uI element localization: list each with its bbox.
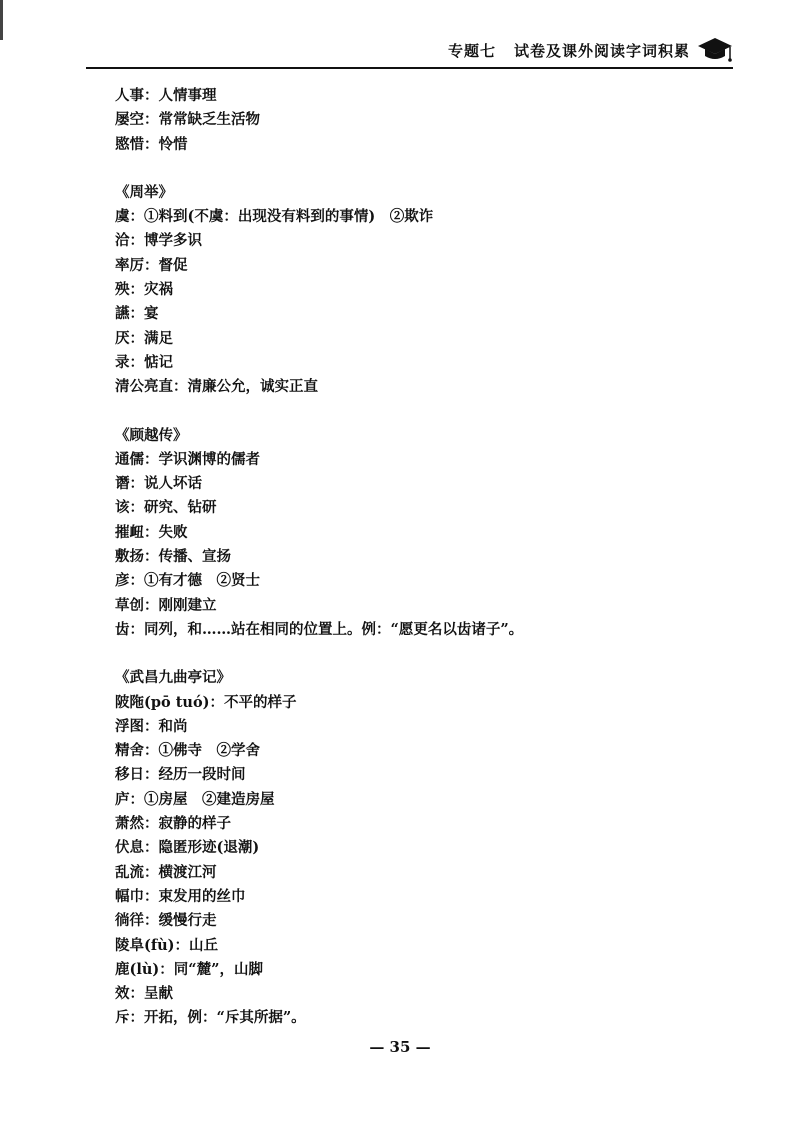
list-item: 陂陁(pō tuó)：不平的样子 xyxy=(115,693,297,711)
list-item: 人事：人情事理 xyxy=(115,87,217,104)
list-item: 彦：①有才德 ②贤士 xyxy=(115,572,260,590)
scan-edge-mark xyxy=(0,0,3,40)
page-number: — 35 — xyxy=(369,1038,431,1056)
list-item: 殃：灾祸 xyxy=(115,281,173,299)
list-item: 斥：开拓，例：“斥其所据”。 xyxy=(115,1009,306,1027)
header-rule xyxy=(86,67,733,69)
list-item: 清公亮直：清廉公允，诚实正直 xyxy=(115,378,318,396)
list-item: 草创：刚刚建立 xyxy=(115,596,217,614)
header-topic: 专题七 xyxy=(447,41,496,60)
list-item: 徜徉：缓慢行走 xyxy=(115,912,217,930)
running-header xyxy=(448,38,730,62)
list-item: 效：呈献 xyxy=(115,985,173,1003)
list-item: 鹿(lù)：同“麓”，山脚 xyxy=(115,960,263,978)
list-item: 愍惜：怜惜 xyxy=(115,135,188,153)
list-item: 庐：①房屋 ②建造房屋 xyxy=(115,790,275,808)
list-item: 陵阜(fù)：山丘 xyxy=(115,936,219,954)
list-item: 乱流：横渡江河 xyxy=(115,863,217,881)
list-item: 该：研究、钻研 xyxy=(115,499,217,517)
list-item: 谮：说人坏话 xyxy=(115,475,202,493)
list-item: 萧然：寂静的样子 xyxy=(115,815,231,833)
list-item: 厌：满足 xyxy=(115,329,173,347)
list-item: 齿：同列，和……站在相同的位置上。例：“愿更名以齿诸子”。 xyxy=(115,620,524,638)
vocabulary-content xyxy=(115,84,715,1031)
list-item: 摧衄：失败 xyxy=(115,523,188,541)
list-item: 移日：经历一段时间 xyxy=(115,766,246,784)
list-item: 通儒：学识渊博的儒者 xyxy=(115,450,260,468)
list-item: 率厉：督促 xyxy=(115,256,188,274)
header-title: 试卷及课外阅读字词积累 xyxy=(513,41,690,60)
list-item: 伏息：隐匿形迹(退潮) xyxy=(115,839,260,857)
list-item: 幅巾：束发用的丝巾 xyxy=(115,887,246,905)
list-item: 洽：博学多识 xyxy=(115,232,202,250)
list-item: 虞：①料到(不虞：出现没有料到的事情) ②欺诈 xyxy=(115,208,434,226)
list-item: 录：惦记 xyxy=(115,353,173,371)
list-item: 浮图：和尚 xyxy=(115,717,188,735)
list-item: 屡空：常常缺乏生活物 xyxy=(115,111,260,129)
list-item: 精舍：①佛寺 ②学舍 xyxy=(115,742,260,760)
list-item: 敷扬：传播、宣扬 xyxy=(115,548,231,566)
section-title-zhouju: 《周举》 xyxy=(115,183,173,201)
section-title-jiuquting: 《武昌九曲亭记》 xyxy=(115,669,231,687)
list-item: 讌：宴 xyxy=(115,305,159,323)
section-title-guyue: 《顾越传》 xyxy=(115,426,188,444)
graduation-cap-icon xyxy=(696,34,734,64)
